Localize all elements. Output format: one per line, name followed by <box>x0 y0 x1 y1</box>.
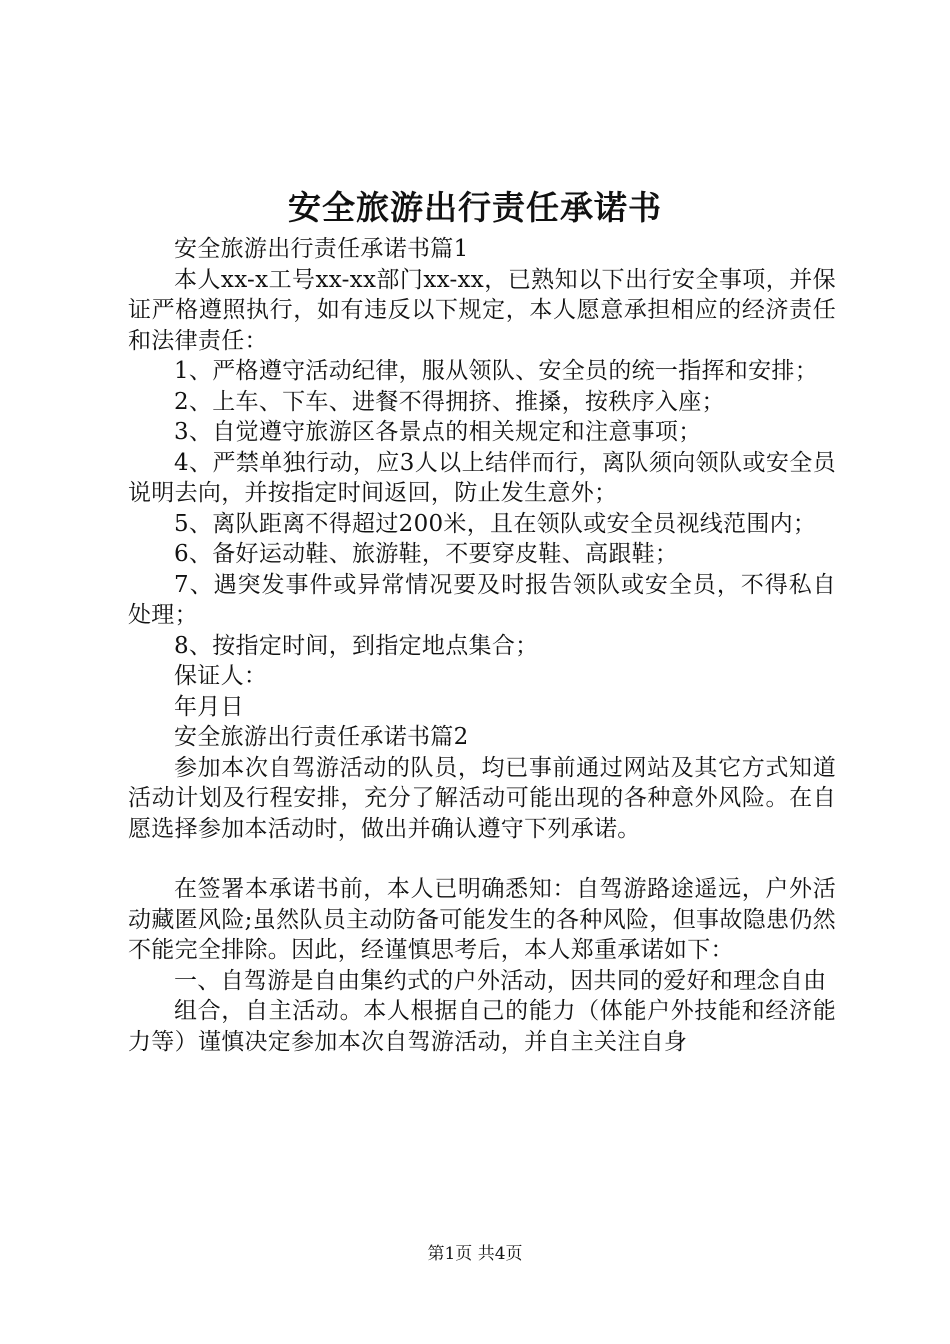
date-label: 年月日 <box>174 693 244 720</box>
rule-item-7: 7、遇突发事件或异常情况要及时报告领队或安全员，不得私自处理； <box>128 571 836 628</box>
commitment-item-1: 一、自驾游是自由集约式的户外活动，因共同的爱好和理念自由 <box>174 967 827 994</box>
rule-item-5: 5、离队距离不得超过200米，且在领队或安全员视线范围内； <box>174 510 817 537</box>
rule-item-6: 6、备好运动鞋、旅游鞋，不要穿皮鞋、高跟鞋； <box>174 541 679 567</box>
rule-item-3: 3、自觉遵守旅游区各景点的相关规定和注意事项； <box>174 419 702 445</box>
paragraph-participants: 参加本次自驾游活动的队员，均已事前通过网站及其它方式知道活动计划及行程安排，充分了解活动可能出现的各种意外风险。在自愿选择参加本活动时，做出并确认遵守下列承诺。 <box>128 754 836 842</box>
paragraph-intro: 本人xx-x工号xx-xx部门xx-xx，已熟知以下出行安全事项，并保证严格遵照执行，如有违反以下规定，本人愿意承担相应的经济责任和法律责任： <box>128 266 836 354</box>
paragraph-acknowledgement: 在签署本承诺书前，本人已明确悉知：自驾游路途遥远，户外活动藏匿风险;虽然队员主动防备可能发生的各种风险，但事故隐患仍然不能完全排除。因此，经谨慎思考后，本人郑重承诺如下： <box>128 876 836 963</box>
rule-item-1: 1、严格遵守活动纪律，服从领队、安全员的统一指挥和安排； <box>174 358 819 384</box>
section-heading-2: 安全旅游出行责任承诺书篇2 <box>174 724 469 750</box>
rule-item-4: 4、严禁单独行动，应3人以上结伴而行，离队须向领队或安全员说明去向，并按指定时间返回，防止发生意外； <box>128 449 836 506</box>
page-number: 第1页 共4页 <box>427 1244 523 1264</box>
rule-item-8: 8、按指定时间，到指定地点集合； <box>174 632 539 659</box>
section-heading-1: 安全旅游出行责任承诺书篇1 <box>174 236 469 262</box>
guarantor-label: 保证人： <box>174 663 268 689</box>
rule-item-2: 2、上车、下车、进餐不得拥挤、推搡，按秩序入座； <box>174 388 725 415</box>
document-body <box>128 234 836 1057</box>
commitment-item-1-continued: 组合，自主活动。本人根据自己的能力（体能户外技能和经济能力等）谨慎决定参加本次自驾游活动，并自主关注自身 <box>128 998 836 1055</box>
document-title: 安全旅游出行责任承诺书 <box>288 188 662 227</box>
